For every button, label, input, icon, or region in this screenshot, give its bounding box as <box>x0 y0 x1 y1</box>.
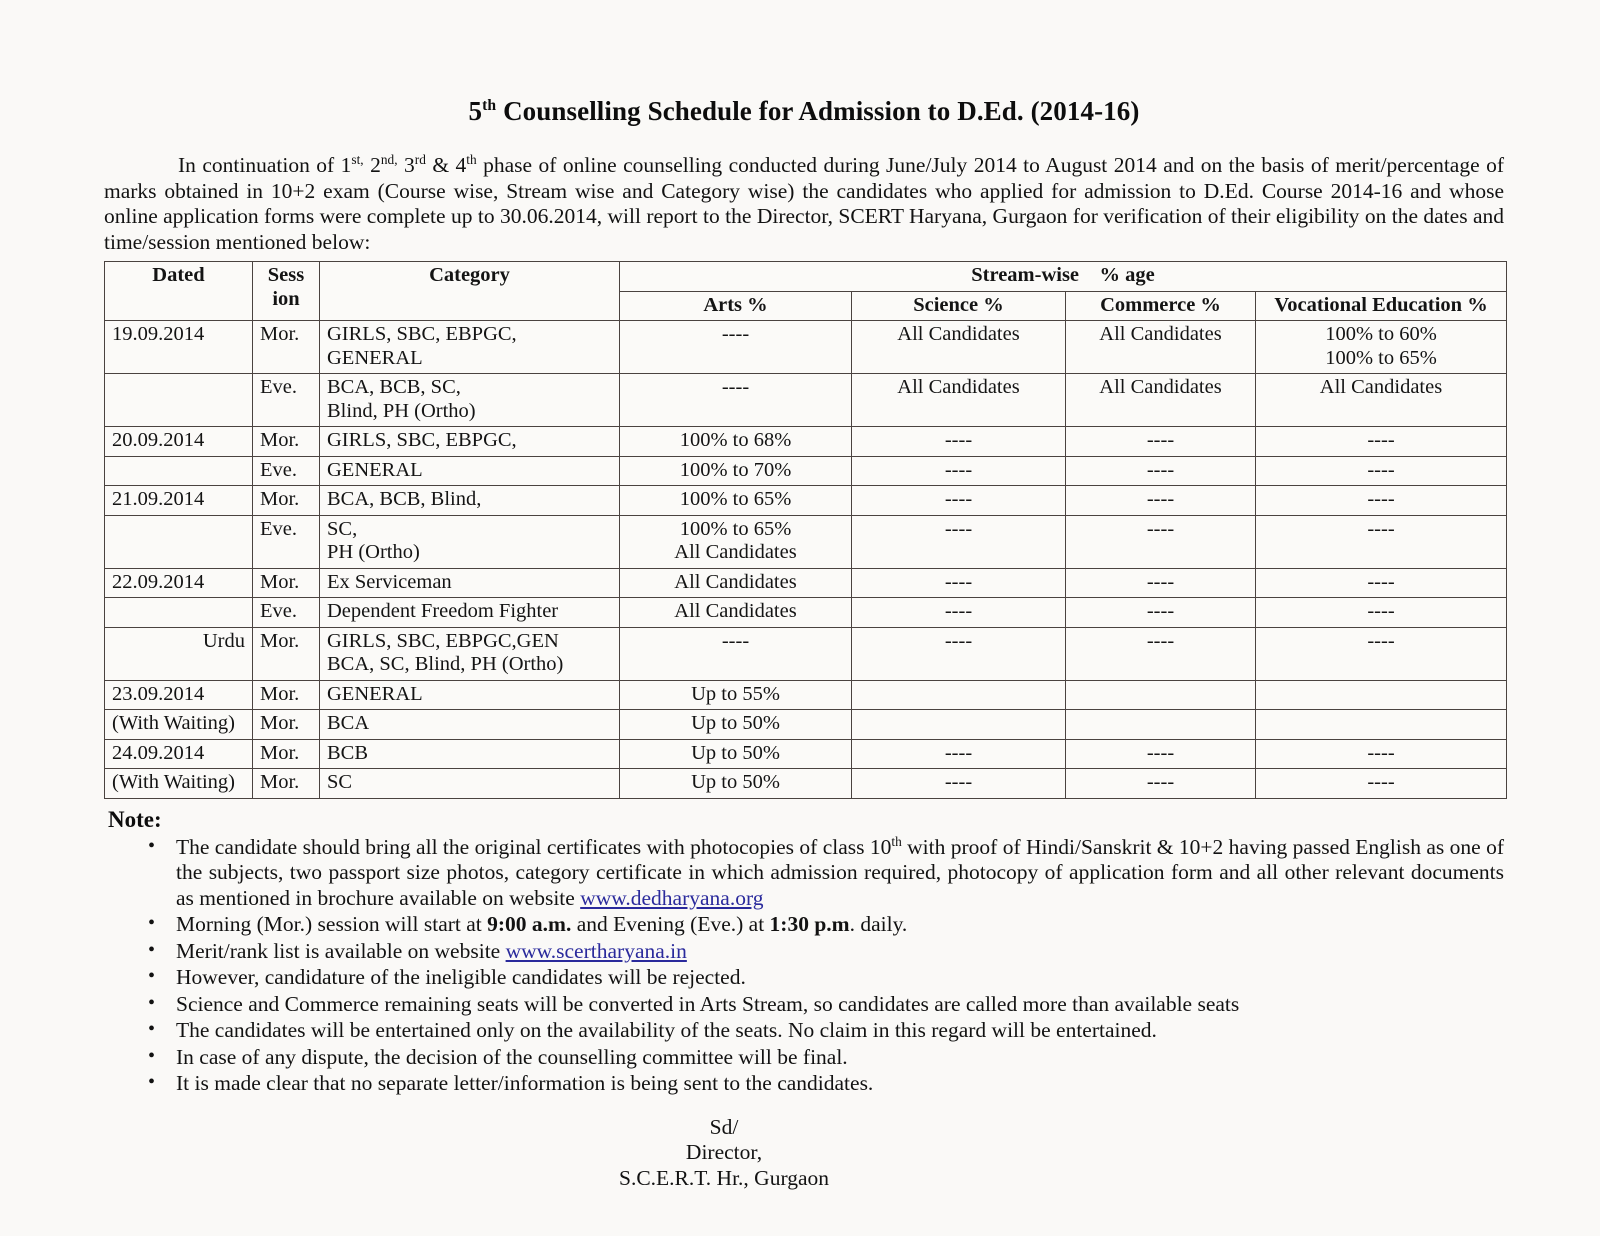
cell-science: All Candidates <box>852 321 1066 374</box>
note1-part1: The candidate should bring all the original certificates with photocopies of class 10 <box>176 834 892 859</box>
cell-category: BCB <box>320 739 620 769</box>
cell-dated <box>105 515 253 568</box>
col-header-category: Category <box>320 262 620 321</box>
vocational-pct-sign: % <box>1467 293 1488 316</box>
ordinal-4th: th <box>466 151 477 167</box>
table-row <box>105 427 1507 457</box>
note-item-no-separate-letter: • It is made clear that no separate letter/information is being sent to the candidates. <box>176 1071 1504 1097</box>
cell-commerce: ---- <box>1066 486 1256 516</box>
cell-arts: Up to 50% <box>620 710 852 740</box>
commerce-pct-sign: % <box>1200 293 1221 316</box>
note2-part1: Morning (Mor.) session will start at <box>176 912 488 936</box>
cell-science: ---- <box>852 456 1066 486</box>
table-row <box>105 515 1507 568</box>
cell-arts: 100% to 65% All Candidates <box>620 515 852 568</box>
cell-commerce: ---- <box>1066 515 1256 568</box>
cell-session: Mor. <box>253 769 320 799</box>
cell-dated <box>105 598 253 628</box>
cell-vocational <box>1256 710 1507 740</box>
cell-category: BCA <box>320 710 620 740</box>
cell-vocational: All Candidates <box>1256 374 1507 427</box>
table-body <box>105 321 1507 799</box>
cell-vocational: ---- <box>1256 568 1507 598</box>
streamwise-label: Stream-wise <box>971 264 1080 286</box>
cell-arts: 100% to 65% <box>620 486 852 516</box>
pct-age-label: % age <box>1099 264 1155 286</box>
cell-arts: ---- <box>620 627 852 680</box>
cell-category: BCA, BCB, Blind, <box>320 486 620 516</box>
cell-category: Ex Serviceman <box>320 568 620 598</box>
cell-arts: 100% to 68% <box>620 427 852 457</box>
cell-session: Mor. <box>253 321 320 374</box>
table-row <box>105 486 1507 516</box>
page-title <box>104 96 1504 127</box>
commerce-label: Commerce <box>1100 293 1196 316</box>
col-header-streamwise-group <box>620 262 1507 292</box>
cell-science: ---- <box>852 769 1066 799</box>
arts-label: Arts <box>703 293 743 316</box>
cell-session: Mor. <box>253 427 320 457</box>
cell-science <box>852 710 1066 740</box>
col-header-session-line1: Sess <box>267 264 305 286</box>
table-row <box>105 739 1507 769</box>
cell-commerce: ---- <box>1066 427 1256 457</box>
cell-science: ---- <box>852 739 1066 769</box>
vocational-label: Vocational Education <box>1274 293 1463 316</box>
cell-science: ---- <box>852 486 1066 516</box>
cell-science: All Candidates <box>852 374 1066 427</box>
scertharyana-link[interactable]: www.scertharyana.in <box>505 938 687 963</box>
cell-science: ---- <box>852 627 1066 680</box>
cell-vocational: 100% to 60% 100% to 65% <box>1256 321 1507 374</box>
cell-category: BCA, BCB, SC, Blind, PH (Ortho) <box>320 374 620 427</box>
science-pct-sign: % <box>983 293 1004 316</box>
table-row <box>105 710 1507 740</box>
cell-session: Mor. <box>253 739 320 769</box>
col-header-commerce <box>1066 291 1256 321</box>
cell-session: Eve. <box>253 598 320 628</box>
table-row <box>105 568 1507 598</box>
ordinal-1st: st, <box>351 151 364 167</box>
col-header-dated: Dated <box>105 262 253 321</box>
cell-vocational <box>1256 680 1507 710</box>
note-item-merit-list <box>176 939 1504 965</box>
cell-session: Mor. <box>253 568 320 598</box>
morning-time: 9:00 a.m. <box>487 912 572 936</box>
intro-part-3: 3 <box>397 153 415 177</box>
title-rest: Counselling Schedule for Admission to D.Ed. (2014-16) <box>496 96 1140 126</box>
cell-session: Eve. <box>253 374 320 427</box>
note-list <box>104 835 1504 1097</box>
cell-commerce: ---- <box>1066 568 1256 598</box>
cell-category: GENERAL <box>320 680 620 710</box>
table-row <box>105 680 1507 710</box>
cell-arts: Up to 55% <box>620 680 852 710</box>
col-header-science <box>852 291 1066 321</box>
cell-science <box>852 680 1066 710</box>
cell-arts: ---- <box>620 374 852 427</box>
cell-session: Eve. <box>253 515 320 568</box>
cell-dated: (With Waiting) <box>105 710 253 740</box>
cell-vocational: ---- <box>1256 739 1507 769</box>
cell-category: GENERAL <box>320 456 620 486</box>
cell-science: ---- <box>852 515 1066 568</box>
science-label: Science <box>913 293 979 316</box>
cell-commerce: ---- <box>1066 769 1256 799</box>
cell-dated: 24.09.2014 <box>105 739 253 769</box>
cell-session: Mor. <box>253 627 320 680</box>
col-header-vocational <box>1256 291 1507 321</box>
cell-dated: 22.09.2014 <box>105 568 253 598</box>
arts-pct-sign: % <box>747 293 768 316</box>
cell-dated: 23.09.2014 <box>105 680 253 710</box>
note-item-certificates <box>176 835 1504 912</box>
cell-category: GIRLS, SBC, EBPGC,GEN BCA, SC, Blind, PH (Ortho) <box>320 627 620 680</box>
cell-commerce: ---- <box>1066 739 1256 769</box>
note2-part2: and Evening (Eve.) at <box>571 912 770 936</box>
cell-commerce: All Candidates <box>1066 374 1256 427</box>
note-item-seat-availability: • The candidates will be entertained only on the availability of the seats. No claim in this regard will be entertained. <box>176 1018 1504 1044</box>
signature-sd: Sd/ <box>709 1114 739 1139</box>
table-row <box>105 769 1507 799</box>
col-header-arts <box>620 291 852 321</box>
note-item-seat-conversion: • Science and Commerce remaining seats will be converted in Arts Stream, so candidates are called more than available seats <box>176 992 1504 1018</box>
cell-session: Mor. <box>253 486 320 516</box>
table-header-row-1 <box>105 262 1507 292</box>
dedharyana-link[interactable]: www.dedharyana.org <box>580 885 764 910</box>
cell-arts: Up to 50% <box>620 739 852 769</box>
col-header-session <box>253 262 320 321</box>
cell-arts: All Candidates <box>620 568 852 598</box>
intro-part-4: & 4 <box>425 153 467 177</box>
cell-vocational: ---- <box>1256 427 1507 457</box>
cell-vocational: ---- <box>1256 456 1507 486</box>
cell-commerce: ---- <box>1066 627 1256 680</box>
note3-part1: Merit/rank list is available on website <box>176 938 506 963</box>
cell-commerce: All Candidates <box>1066 321 1256 374</box>
cell-category: GIRLS, SBC, EBPGC, <box>320 427 620 457</box>
cell-dated: Urdu <box>105 627 253 680</box>
title-ordinal-suffix: th <box>482 97 497 114</box>
cell-category: SC, PH (Ortho) <box>320 515 620 568</box>
note2-part3: . daily. <box>849 912 908 936</box>
table-row <box>105 627 1507 680</box>
title-prefix: 5 <box>468 96 483 126</box>
ordinal-2nd: nd, <box>380 151 398 167</box>
cell-dated: 20.09.2014 <box>105 427 253 457</box>
cell-science: ---- <box>852 427 1066 457</box>
cell-commerce <box>1066 710 1256 740</box>
note-item-dispute: • In case of any dispute, the decision of the counselling committee will be final. <box>176 1045 1504 1071</box>
ordinal-3rd: rd <box>414 151 426 167</box>
cell-session: Mor. <box>253 710 320 740</box>
cell-science: ---- <box>852 598 1066 628</box>
cell-dated <box>105 374 253 427</box>
cell-commerce <box>1066 680 1256 710</box>
cell-arts: Up to 50% <box>620 769 852 799</box>
cell-vocational: ---- <box>1256 486 1507 516</box>
cell-category: GIRLS, SBC, EBPGC, GENERAL <box>320 321 620 374</box>
cell-dated: (With Waiting) <box>105 769 253 799</box>
table-row <box>105 456 1507 486</box>
cell-category: Dependent Freedom Fighter <box>320 598 620 628</box>
cell-session: Mor. <box>253 680 320 710</box>
table-head <box>105 262 1507 321</box>
cell-vocational: ---- <box>1256 598 1507 628</box>
intro-part-2: 2 <box>363 153 381 177</box>
cell-dated: 21.09.2014 <box>105 486 253 516</box>
signature-office: S.C.E.R.T. Hr., Gurgaon <box>618 1165 830 1190</box>
cell-category: SC <box>320 769 620 799</box>
table-row <box>105 374 1507 427</box>
intro-part-5: phase of online counselling conducted during June/July 2014 to August 2014 and on the basis of merit/percentage of marks obtained in 10+2 exam (Course wise, Stream wise and Category wise) the candidates who applied for admission to D.Ed. Course 2014-16 and whose online application forms were complete up to 30.06.2014, will report to the Director, SCERT Haryana, Gurgaon for verification of their eligibility on the dates and time/session mentioned below: <box>104 153 1504 254</box>
cell-commerce: ---- <box>1066 456 1256 486</box>
cell-science: ---- <box>852 568 1066 598</box>
table-row <box>105 598 1507 628</box>
note-item-session-timings <box>176 912 1504 938</box>
cell-dated: 19.09.2014 <box>105 321 253 374</box>
counselling-schedule-table <box>104 261 1507 799</box>
intro-paragraph <box>104 153 1504 255</box>
cell-commerce: ---- <box>1066 598 1256 628</box>
cell-arts: All Candidates <box>620 598 852 628</box>
note1-ordinal-th: th <box>891 833 902 849</box>
cell-vocational: ---- <box>1256 769 1507 799</box>
cell-vocational: ---- <box>1256 627 1507 680</box>
cell-dated <box>105 456 253 486</box>
cell-arts: 100% to 70% <box>620 456 852 486</box>
col-header-session-line2: ion <box>272 287 300 310</box>
signature-designation: Director, <box>685 1140 763 1164</box>
cell-arts: ---- <box>620 321 852 374</box>
note1-part2: with proof of Hindi/Sanskrit & 10+2 having passed English as one of the subjects, two passport size photos, category certificate in which admission required, photocopy of application form and all other relevant documents as mentioned in brochure available on website <box>176 834 1504 910</box>
signature-block <box>104 1115 1504 1192</box>
cell-session: Eve. <box>253 456 320 486</box>
evening-time: 1:30 p.m <box>769 912 850 936</box>
note-item-ineligible: • However, candidature of the ineligible candidates will be rejected. <box>176 965 1504 991</box>
intro-part-1: In continuation of 1 <box>178 153 352 177</box>
cell-vocational: ---- <box>1256 515 1507 568</box>
table-row <box>105 321 1507 374</box>
note-heading: Note: <box>108 806 162 832</box>
